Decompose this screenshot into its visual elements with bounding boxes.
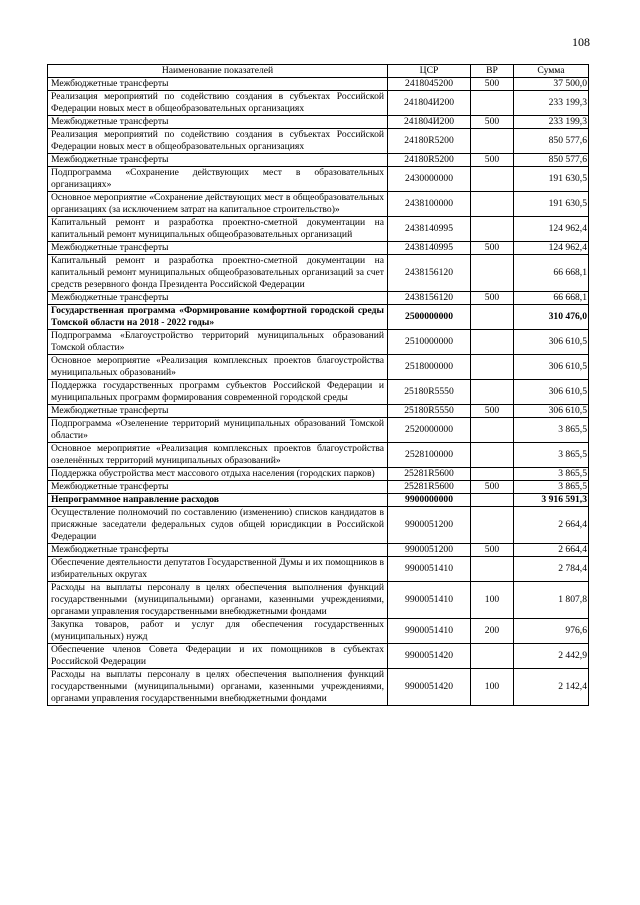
row-vr-cell — [471, 557, 514, 582]
header-name: Наименование показателей — [48, 65, 388, 78]
budget-table — [47, 64, 589, 706]
table-header-row — [48, 65, 589, 78]
row-sum-cell: 1 807,8 — [514, 582, 589, 619]
table-row — [48, 557, 589, 582]
row-name-cell: Межбюджетные трансферты — [48, 481, 388, 494]
row-sum-cell: 306 610,5 — [514, 330, 589, 355]
table-row — [48, 644, 589, 669]
row-vr-cell — [471, 192, 514, 217]
row-vr-cell — [471, 380, 514, 405]
row-vr-cell: 500 — [471, 292, 514, 305]
row-name-cell: Государственная программа «Формирование комфортной городской среды Томской области на 2018 - 2022 годы» — [48, 305, 388, 330]
row-sum-cell: 850 577,6 — [514, 154, 589, 167]
row-csr-cell: 2520000000 — [388, 418, 471, 443]
table-row — [48, 481, 589, 494]
row-sum-cell: 306 610,5 — [514, 380, 589, 405]
table-row — [48, 380, 589, 405]
table-row — [48, 494, 589, 507]
row-name-cell: Основное мероприятие «Сохранение действующих мест в общеобразовательных организациях (за исключением затрат на капитальное строительство)» — [48, 192, 388, 217]
row-vr-cell: 500 — [471, 544, 514, 557]
row-csr-cell: 24180R5200 — [388, 154, 471, 167]
row-sum-cell: 233 199,3 — [514, 116, 589, 129]
row-csr-cell: 241804И200 — [388, 116, 471, 129]
table-row — [48, 116, 589, 129]
row-vr-cell — [471, 644, 514, 669]
row-sum-cell: 2 442,9 — [514, 644, 589, 669]
row-sum-cell: 66 668,1 — [514, 255, 589, 292]
table-row — [48, 217, 589, 242]
table-row — [48, 192, 589, 217]
row-name-cell: Поддержка обустройства мест массового отдыха населения (городских парков) — [48, 468, 388, 481]
row-vr-cell: 100 — [471, 582, 514, 619]
row-vr-cell: 500 — [471, 116, 514, 129]
row-name-cell: Межбюджетные трансферты — [48, 154, 388, 167]
row-vr-cell: 100 — [471, 669, 514, 706]
row-csr-cell: 9900051200 — [388, 507, 471, 544]
row-csr-cell: 2438100000 — [388, 192, 471, 217]
row-vr-cell: 500 — [471, 405, 514, 418]
row-csr-cell: 2500000000 — [388, 305, 471, 330]
row-name-cell: Расходы на выплаты персоналу в целях обеспечения выполнения функций государственными (муниципальными) органами, казенными учреждениями, органами управления государственными внебюджетными фондами — [48, 582, 388, 619]
row-name-cell: Непрограммное направление расходов — [48, 494, 388, 507]
row-name-cell: Межбюджетные трансферты — [48, 544, 388, 557]
page-number: 108 — [572, 35, 590, 49]
row-sum-cell: 2 664,4 — [514, 507, 589, 544]
row-csr-cell: 25281R5600 — [388, 468, 471, 481]
row-sum-cell: 2 142,4 — [514, 669, 589, 706]
row-csr-cell: 2510000000 — [388, 330, 471, 355]
row-sum-cell: 233 199,3 — [514, 91, 589, 116]
row-vr-cell: 500 — [471, 154, 514, 167]
row-name-cell: Подпрограмма «Благоустройство территорий муниципальных образований Томской области» — [48, 330, 388, 355]
row-sum-cell: 306 610,5 — [514, 405, 589, 418]
row-name-cell: Межбюджетные трансферты — [48, 242, 388, 255]
table-row — [48, 292, 589, 305]
row-csr-cell: 2430000000 — [388, 167, 471, 192]
table-row — [48, 355, 589, 380]
row-sum-cell: 191 630,5 — [514, 167, 589, 192]
row-vr-cell — [471, 355, 514, 380]
table-row — [48, 305, 589, 330]
table-row — [48, 167, 589, 192]
row-csr-cell: 2438140995 — [388, 242, 471, 255]
row-csr-cell: 2418045200 — [388, 78, 471, 91]
row-sum-cell: 3 865,5 — [514, 481, 589, 494]
row-vr-cell — [471, 494, 514, 507]
row-name-cell: Межбюджетные трансферты — [48, 78, 388, 91]
row-sum-cell: 124 962,4 — [514, 217, 589, 242]
row-csr-cell: 2438156120 — [388, 255, 471, 292]
table-row — [48, 405, 589, 418]
table-body — [48, 78, 589, 706]
row-vr-cell — [471, 91, 514, 116]
row-vr-cell — [471, 255, 514, 292]
table-row — [48, 669, 589, 706]
row-name-cell: Капитальный ремонт и разработка проектно-сметной документации на капитальный ремонт муниципальных общеобразовательных организаций за счет средств резервного фонда Президента Российской Федерации — [48, 255, 388, 292]
row-csr-cell: 25281R5600 — [388, 481, 471, 494]
row-name-cell: Основное мероприятие «Реализация комплексных проектов благоустройства озеленённых территорий муниципальных образований» — [48, 443, 388, 468]
row-name-cell: Подпрограмма «Сохранение действующих мест в образовательных организациях» — [48, 167, 388, 192]
row-csr-cell: 9900051420 — [388, 644, 471, 669]
table-row — [48, 443, 589, 468]
row-csr-cell: 9900051410 — [388, 582, 471, 619]
row-name-cell: Подпрограмма «Озеленение территорий муниципальных образований Томской области» — [48, 418, 388, 443]
row-name-cell: Обеспечение членов Совета Федерации и их помощников в субъектах Российской Федерации — [48, 644, 388, 669]
table-row — [48, 582, 589, 619]
row-sum-cell: 124 962,4 — [514, 242, 589, 255]
row-name-cell: Осуществление полномочий по составлению (изменению) списков кандидатов в присяжные заседатели федеральных судов общей юрисдикции в Российской Федерации — [48, 507, 388, 544]
row-sum-cell: 850 577,6 — [514, 129, 589, 154]
row-sum-cell: 976,6 — [514, 619, 589, 644]
row-csr-cell: 2438140995 — [388, 217, 471, 242]
table-row — [48, 91, 589, 116]
row-vr-cell — [471, 305, 514, 330]
row-sum-cell: 2 784,4 — [514, 557, 589, 582]
table-row — [48, 78, 589, 91]
row-vr-cell — [471, 330, 514, 355]
row-sum-cell: 37 500,0 — [514, 78, 589, 91]
row-name-cell: Закупка товаров, работ и услуг для обеспечения государственных (муниципальных) нужд — [48, 619, 388, 644]
row-csr-cell: 25180R5550 — [388, 405, 471, 418]
row-csr-cell: 9900051410 — [388, 557, 471, 582]
row-vr-cell — [471, 443, 514, 468]
row-csr-cell: 2438156120 — [388, 292, 471, 305]
row-name-cell: Межбюджетные трансферты — [48, 292, 388, 305]
header-sum: Сумма — [514, 65, 589, 78]
row-sum-cell: 3 865,5 — [514, 468, 589, 481]
row-csr-cell: 2528100000 — [388, 443, 471, 468]
row-vr-cell: 500 — [471, 481, 514, 494]
row-name-cell: Основное мероприятие «Реализация комплексных проектов благоустройства муниципальных образований» — [48, 355, 388, 380]
row-name-cell: Реализация мероприятий по содействию создания в субъектах Российской Федерации новых мест в общеобразовательных организациях — [48, 129, 388, 154]
row-csr-cell: 25180R5550 — [388, 380, 471, 405]
header-vr: ВР — [471, 65, 514, 78]
row-sum-cell: 306 610,5 — [514, 355, 589, 380]
row-sum-cell: 310 476,0 — [514, 305, 589, 330]
row-csr-cell: 9900000000 — [388, 494, 471, 507]
row-vr-cell: 200 — [471, 619, 514, 644]
table-row — [48, 418, 589, 443]
row-sum-cell: 3 916 591,3 — [514, 494, 589, 507]
row-name-cell: Межбюджетные трансферты — [48, 405, 388, 418]
row-csr-cell: 241804И200 — [388, 91, 471, 116]
row-name-cell: Межбюджетные трансферты — [48, 116, 388, 129]
row-csr-cell: 24180R5200 — [388, 129, 471, 154]
table-row — [48, 468, 589, 481]
row-vr-cell: 500 — [471, 242, 514, 255]
row-vr-cell — [471, 418, 514, 443]
table-row — [48, 619, 589, 644]
row-name-cell: Обеспечение деятельности депутатов Государственной Думы и их помощников в избирательных округах — [48, 557, 388, 582]
row-name-cell: Поддержка государственных программ субъектов Российской Федерации и муниципальных программ формирования современной городской среды — [48, 380, 388, 405]
table-row — [48, 129, 589, 154]
table-row — [48, 507, 589, 544]
row-sum-cell: 2 664,4 — [514, 544, 589, 557]
row-vr-cell — [471, 507, 514, 544]
table-row — [48, 544, 589, 557]
row-sum-cell: 66 668,1 — [514, 292, 589, 305]
row-name-cell: Капитальный ремонт и разработка проектно-сметной документации на капитальный ремонт муниципальных общеобразовательных организаций — [48, 217, 388, 242]
row-vr-cell: 500 — [471, 78, 514, 91]
row-sum-cell: 3 865,5 — [514, 443, 589, 468]
header-csr: ЦСР — [388, 65, 471, 78]
table-row — [48, 330, 589, 355]
row-csr-cell: 2518000000 — [388, 355, 471, 380]
row-vr-cell — [471, 217, 514, 242]
row-csr-cell: 9900051200 — [388, 544, 471, 557]
row-sum-cell: 3 865,5 — [514, 418, 589, 443]
row-csr-cell: 9900051420 — [388, 669, 471, 706]
row-csr-cell: 9900051410 — [388, 619, 471, 644]
row-name-cell: Реализация мероприятий по содействию создания в субъектах Российской Федерации новых мест в общеобразовательных организациях — [48, 91, 388, 116]
table-row — [48, 154, 589, 167]
row-name-cell: Расходы на выплаты персоналу в целях обеспечения выполнения функций государственными (муниципальными) органами, казенными учреждениями, органами управления государственными внебюджетными фондами — [48, 669, 388, 706]
table-row — [48, 242, 589, 255]
row-vr-cell — [471, 468, 514, 481]
row-sum-cell: 191 630,5 — [514, 192, 589, 217]
row-vr-cell — [471, 129, 514, 154]
table-row — [48, 255, 589, 292]
row-vr-cell — [471, 167, 514, 192]
